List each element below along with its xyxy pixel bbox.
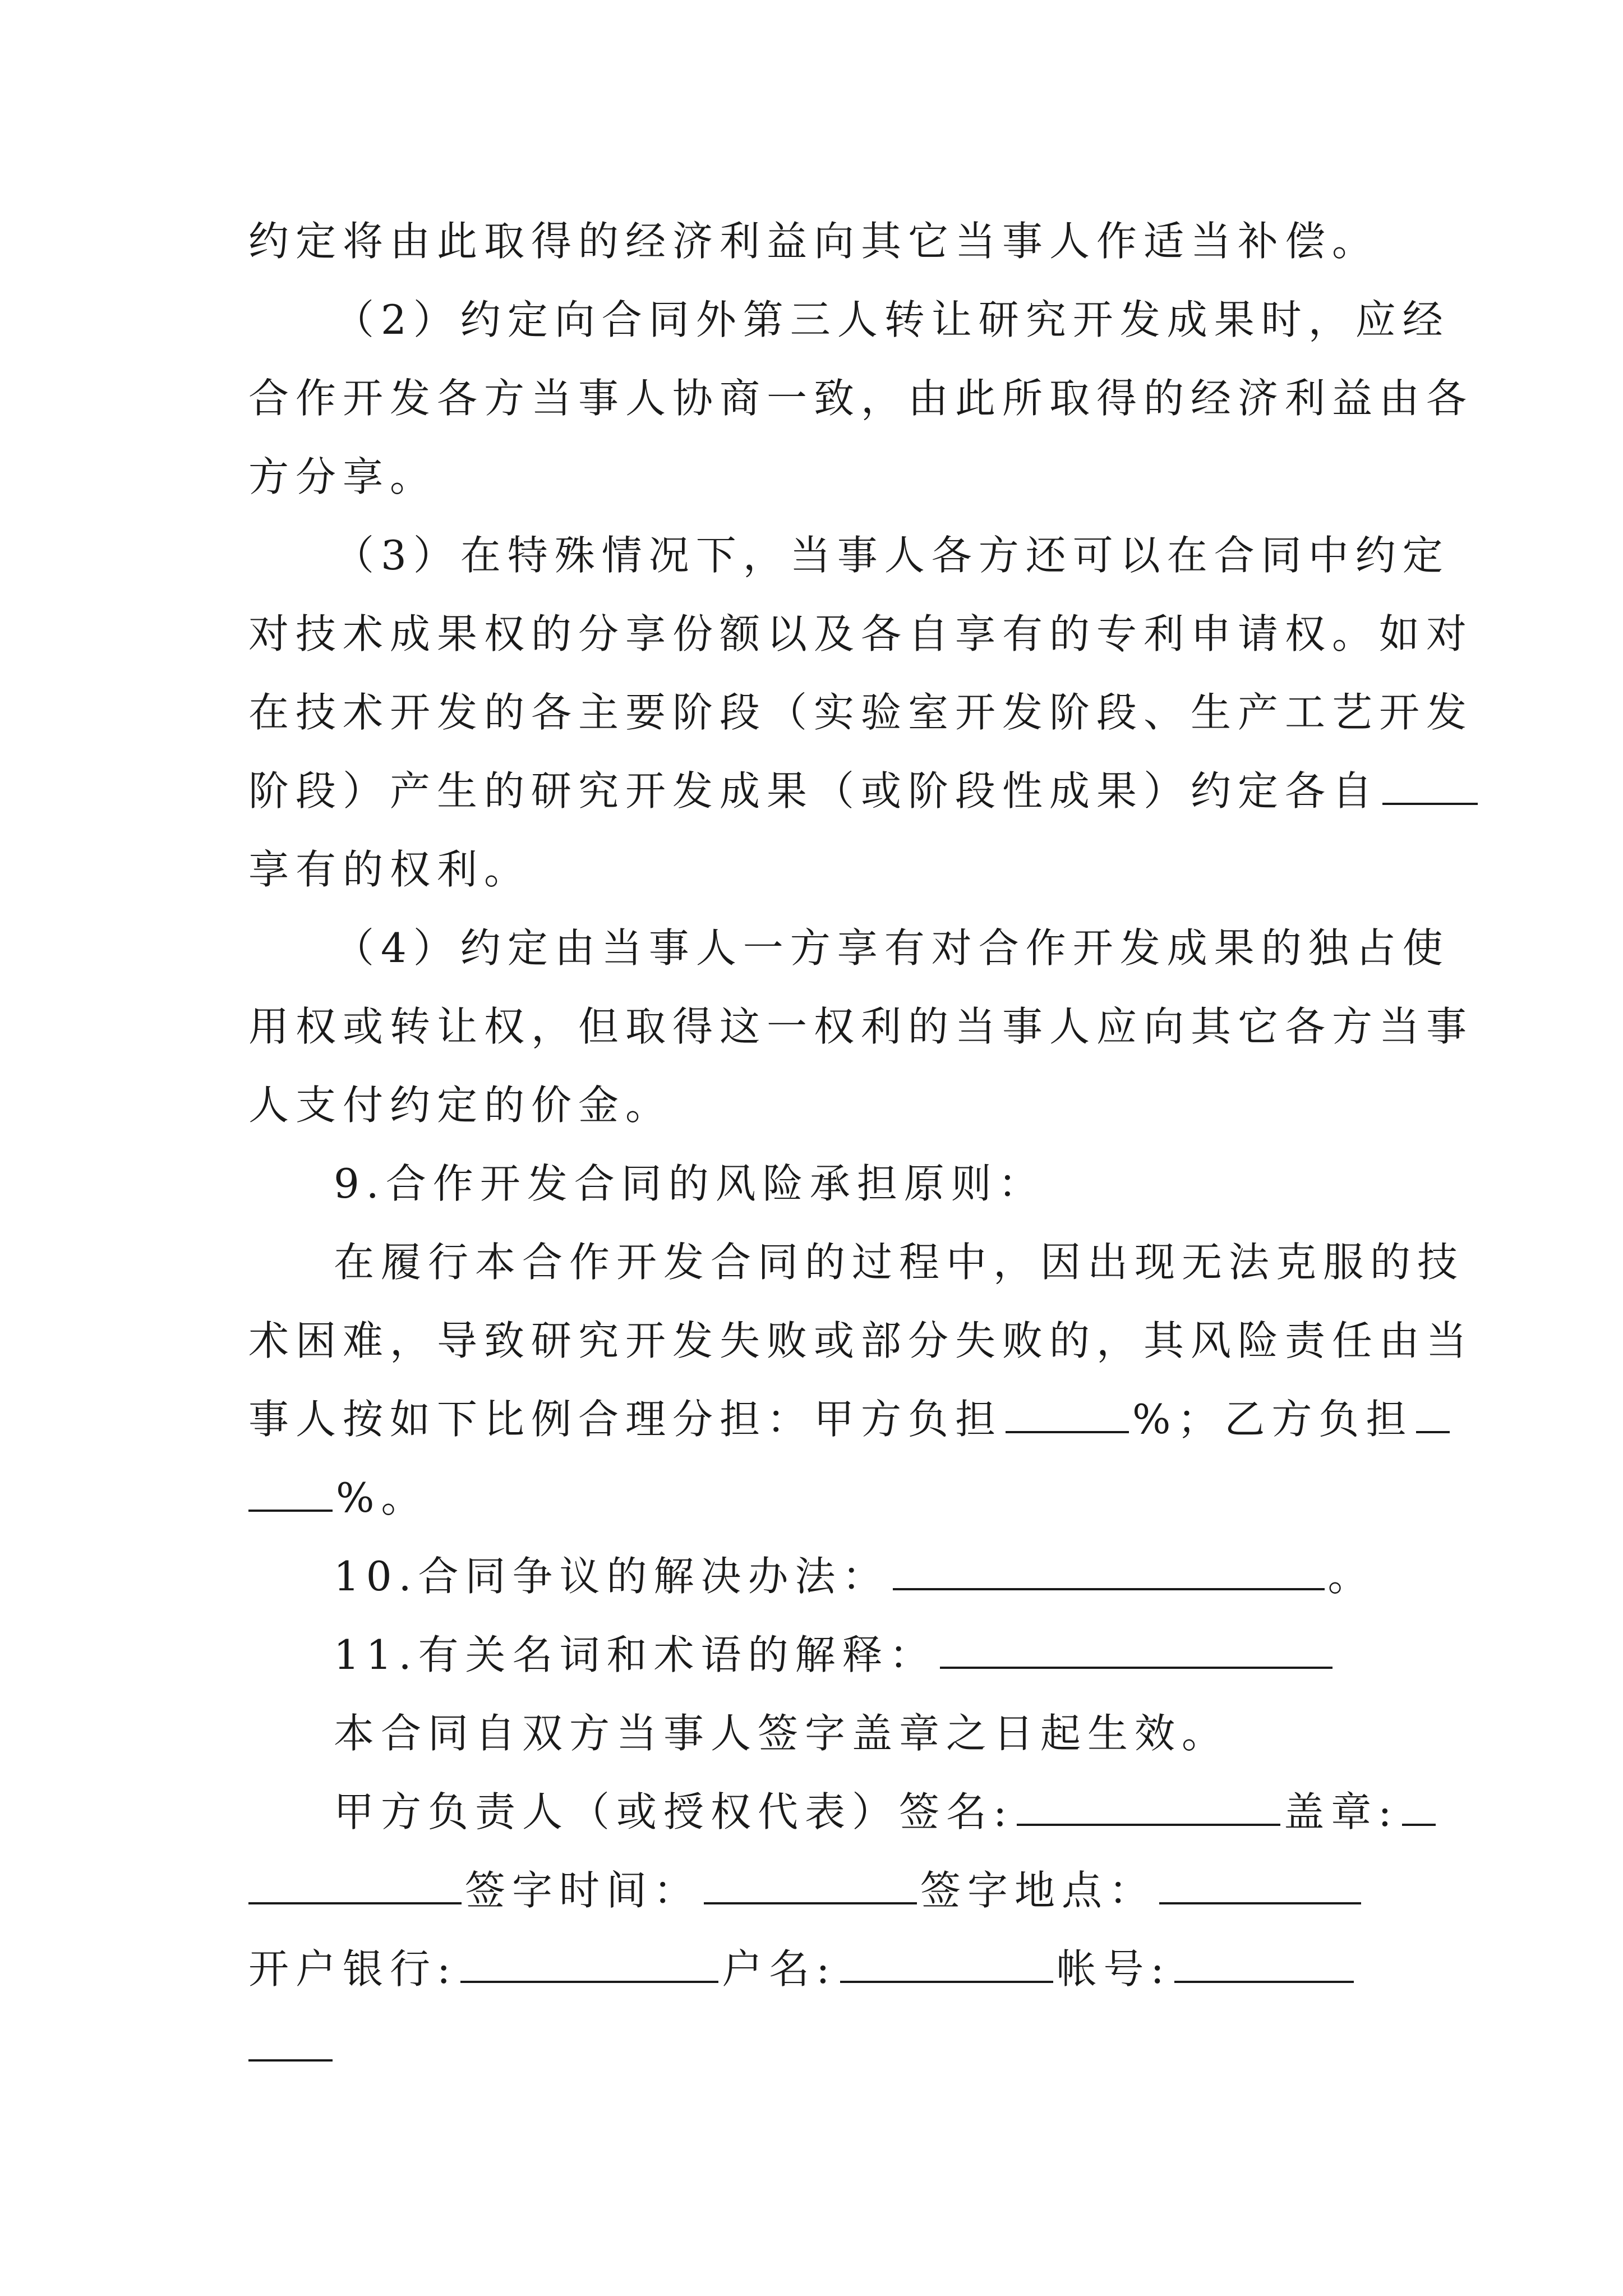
signature-line-2: 签字时间： 签字地点： (248, 1851, 1393, 1930)
clause-8-3-line-5: 享有的权利。 (248, 846, 532, 893)
terms-definition-blank[interactable] (940, 1630, 1332, 1669)
clause-8-2-line-2: 合作开发各方当事人协商一致，由此所取得的经济利益由各 (248, 375, 1474, 422)
clause-8-4-line-2: 用权或转让权，但取得这一权利的当事人应向其它各方当事 (248, 1003, 1474, 1050)
section-10-line: 10.合同争议的解决办法： 。 (248, 1537, 1393, 1616)
clause-8-3-line-2: 对技术成果权的分享份额以及各自享有的专利申请权。如对 (248, 610, 1474, 657)
blank-underline[interactable] (1382, 766, 1478, 805)
clause-8-4-line-3: 人支付约定的价金。 (248, 1082, 673, 1129)
section-9-line-4: %。 (248, 1458, 1393, 1537)
party-a-share-blank[interactable] (1006, 1394, 1129, 1433)
section-9-line-3: 事人按如下比例合理分担：甲方负担 %；乙方负担 (248, 1380, 1393, 1458)
section-11-line: 11.有关名词和术语的解释： (248, 1616, 1393, 1694)
bank-info-line-cont (248, 2008, 1393, 2087)
signature-line-1: 甲方负责人（或授权代表）签名: 盖章: (248, 1773, 1393, 1851)
clause-8-3-line-1: （3）在特殊情况下，当事人各方还可以在合同中约定 (334, 532, 1450, 579)
clause-8-4-line-1: （4）约定由当事人一方享有对合作开发成果的独占使 (334, 924, 1450, 972)
clause-8-3-line-3: 在技术开发的各主要阶段（实验室开发阶段、生产工艺开发 (248, 689, 1474, 736)
sign-time-blank[interactable] (704, 1865, 917, 1904)
seal-blank[interactable] (1402, 1787, 1436, 1826)
dispute-resolution-blank[interactable] (893, 1551, 1325, 1590)
paragraph-line: 约定将由此取得的经济利益向其它当事人作适当补偿。 (248, 218, 1380, 265)
account-name-blank[interactable] (840, 1944, 1053, 1983)
clause-8-2-line-1: （2）约定向合同外第三人转让研究开发成果时，应经 (334, 296, 1450, 343)
section-9-line-1: 在履行本合作开发合同的过程中，因出现无法克服的技 (334, 1239, 1465, 1286)
sign-place-blank[interactable] (1159, 1865, 1361, 1904)
section-9-heading: 9.合作开发合同的风险承担原则： (334, 1160, 1045, 1207)
party-b-share-blank[interactable] (1416, 1394, 1450, 1433)
bank-info-line: 开户银行: 户名: 帐号: (248, 1930, 1393, 2008)
clause-8-3-line-4: 阶段）产生的研究开发成果（或阶段性成果）约定各自 (248, 752, 1393, 830)
seal-blank-cont[interactable] (248, 1865, 462, 1904)
section-9-line-2: 术困难，导致研究开发失败或部分失败的，其风险责任由当 (248, 1317, 1474, 1364)
clause-8-2-line-3: 方分享。 (248, 453, 437, 500)
account-number-blank-cont[interactable] (248, 2022, 333, 2062)
party-b-share-blank-cont[interactable] (248, 1473, 333, 1512)
bank-blank[interactable] (460, 1944, 718, 1983)
account-number-blank[interactable] (1174, 1944, 1354, 1983)
effective-clause: 本合同自双方当事人签字盖章之日起生效。 (334, 1710, 1229, 1757)
signature-blank[interactable] (1017, 1787, 1280, 1826)
